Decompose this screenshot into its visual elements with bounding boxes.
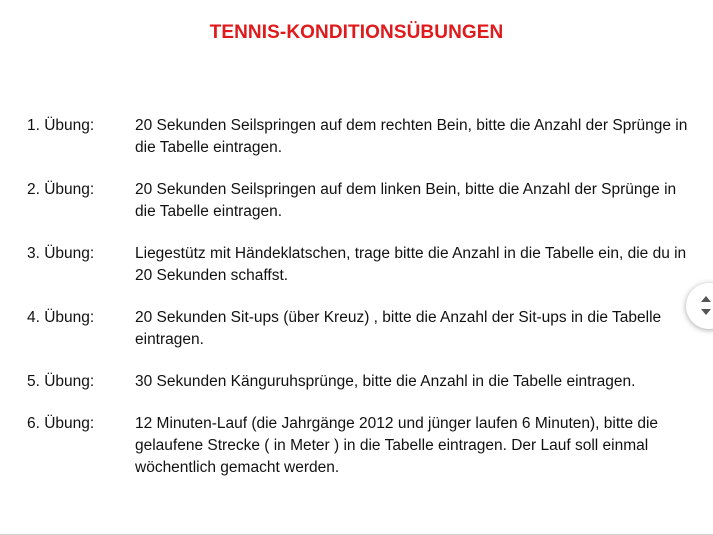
list-item bbox=[27, 243, 697, 287]
exercise-label: 1. Übung: bbox=[27, 117, 95, 134]
exercise-label: 3. Übung: bbox=[27, 245, 95, 262]
exercise-text: 12 Minuten-Lauf (die Jahrgänge 2012 und jünger laufen 6 Minuten), bitte die gelaufene Strecke ( in Meter ) in die Tabelle eintragen. Der Lauf soll einmal wöchentlich gemacht werden. bbox=[135, 415, 659, 476]
exercise-list bbox=[27, 115, 697, 499]
exercise-text: 20 Sekunden Seilspringen auf dem linken Bein, bitte die Anzahl der Sprünge in die Tabelle eintragen. bbox=[135, 181, 677, 220]
list-item bbox=[27, 307, 697, 351]
page-title: TENNIS-KONDITIONSÜBUNGEN bbox=[209, 22, 504, 43]
chevron-down-icon[interactable] bbox=[701, 309, 711, 315]
exercise-text: 20 Sekunden Sit-ups (über Kreuz) , bitte die Anzahl der Sit-ups in die Tabelle eintragen. bbox=[135, 309, 662, 348]
list-item bbox=[27, 115, 697, 159]
list-item bbox=[27, 179, 697, 223]
list-item bbox=[27, 371, 697, 393]
exercise-label: 4. Übung: bbox=[27, 309, 95, 326]
exercise-text: Liegestütz mit Händeklatschen, trage bitte die Anzahl in die Tabelle ein, die du in 20 Sekunden schaffst. bbox=[135, 245, 687, 284]
exercise-label: 6. Übung: bbox=[27, 415, 95, 432]
chevron-up-icon[interactable] bbox=[701, 296, 711, 302]
exercise-text: 30 Sekunden Känguruhsprünge, bitte die Anzahl in die Tabelle eintragen. bbox=[135, 373, 636, 390]
exercise-label: 2. Übung: bbox=[27, 181, 95, 198]
exercise-text: 20 Sekunden Seilspringen auf dem rechten Bein, bitte die Anzahl der Sprünge in die Tabelle eintragen. bbox=[135, 117, 688, 156]
exercise-label: 5. Übung: bbox=[27, 373, 95, 390]
list-item bbox=[27, 413, 697, 479]
